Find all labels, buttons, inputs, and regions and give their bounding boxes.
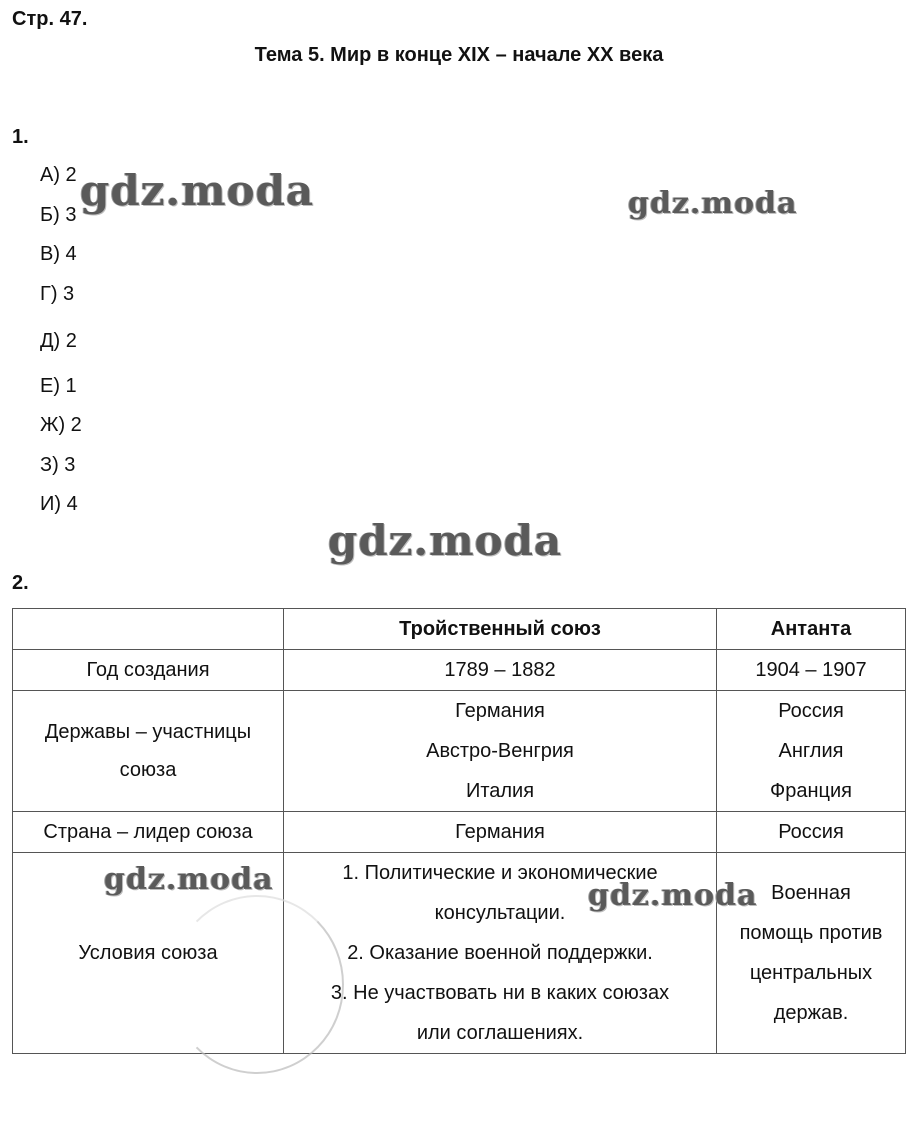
entente-terms xyxy=(717,853,906,1054)
answer-item: З) 3 xyxy=(40,454,76,476)
member-country: Германия xyxy=(455,700,545,722)
answer-item: Ж) 2 xyxy=(40,414,82,436)
entente-members xyxy=(717,691,906,812)
task-2-number: 2. xyxy=(12,572,29,594)
row-label: Страна – лидер союза xyxy=(13,812,284,853)
table-header-row xyxy=(13,609,906,650)
term-line: Военная xyxy=(771,882,851,904)
header-triple-alliance: Тройственный союз xyxy=(284,609,717,650)
term-line: консультации. xyxy=(434,902,566,924)
member-country: Россия xyxy=(778,700,844,722)
page-number-label: Стр. 47. xyxy=(12,8,88,30)
table-row xyxy=(13,650,906,691)
table-row xyxy=(13,691,906,812)
term-line: помощь против xyxy=(739,922,883,944)
term-line: 2. Оказание военной поддержки. xyxy=(347,942,653,964)
triple-members xyxy=(284,691,717,812)
member-country: Франция xyxy=(770,780,852,802)
member-country: Австро-Венгрия xyxy=(426,740,574,762)
answer-item: И) 4 xyxy=(40,493,78,515)
alliances-table xyxy=(12,608,906,1054)
triple-year: 1789 – 1882 xyxy=(284,650,717,691)
triple-terms xyxy=(284,853,717,1054)
table-row xyxy=(13,812,906,853)
term-line: 3. Не участвовать ни в каких союзах xyxy=(330,982,670,1004)
watermark-logo: gdz.moda xyxy=(80,166,315,215)
member-country: Англия xyxy=(778,740,844,762)
answer-item: А) 2 xyxy=(40,164,77,186)
watermark-logo: gdz.moda xyxy=(628,186,798,221)
term-line: центральных xyxy=(749,962,873,984)
answer-item: Г) 3 xyxy=(40,283,75,305)
table-row xyxy=(13,853,906,1054)
row-label: Год создания xyxy=(13,650,284,691)
answer-item: Б) 3 xyxy=(40,204,77,226)
triple-leader: Германия xyxy=(284,812,717,853)
topic-title: Тема 5. Мир в конце XIX – начале XX века xyxy=(254,44,664,66)
watermark-logo: gdz.moda xyxy=(588,878,758,913)
answer-item: Е) 1 xyxy=(40,375,77,397)
watermark-logo: gdz.moda xyxy=(328,516,563,565)
entente-leader: Россия xyxy=(717,812,906,853)
answer-item: Д) 2 xyxy=(40,330,77,352)
header-entente: Антанта xyxy=(717,609,906,650)
task-1-number: 1. xyxy=(12,126,29,148)
entente-year: 1904 – 1907 xyxy=(717,650,906,691)
term-line: держав. xyxy=(773,1002,849,1024)
member-country: Италия xyxy=(465,780,535,802)
answer-item: В) 4 xyxy=(40,243,77,265)
header-empty-cell xyxy=(13,609,284,650)
term-line: 1. Политические и экономические xyxy=(342,862,658,884)
watermark-logo: gdz.moda xyxy=(104,862,274,897)
row-label: Державы – участницы союза xyxy=(13,691,284,812)
row-label: Условия союза xyxy=(13,853,284,1054)
term-line: или соглашениях. xyxy=(416,1022,584,1044)
